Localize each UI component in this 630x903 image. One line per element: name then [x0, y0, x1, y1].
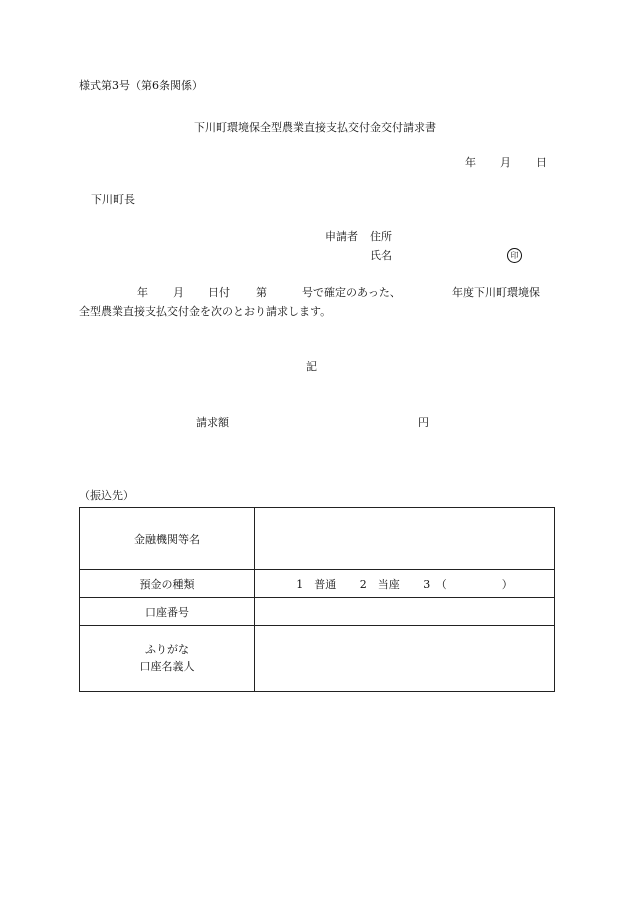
table-row — [80, 598, 555, 626]
seal-mark: 印 — [507, 248, 522, 263]
holder-label-cell — [80, 626, 255, 692]
applicant-role: 申請者 — [325, 230, 358, 243]
deposit-option-ordinary: 1 普通 — [296, 577, 337, 591]
table-row — [80, 508, 555, 570]
body-year: 年 — [137, 286, 148, 299]
form-number: 様式第3号（第6条関係） — [79, 79, 203, 92]
claim-label: 請求額 — [196, 416, 229, 429]
account-number-field[interactable] — [255, 598, 555, 626]
claim-unit: 円 — [418, 416, 429, 429]
name-label: 氏名 — [370, 249, 392, 262]
body-month: 月 — [173, 286, 184, 299]
deposit-type-label: 預金の種類 — [80, 570, 255, 598]
date-year: 年 — [465, 156, 476, 169]
transfer-heading: （振込先） — [79, 489, 134, 502]
deposit-option-other: 3 （ ） — [423, 577, 513, 591]
institution-field[interactable] — [255, 508, 555, 570]
deposit-type-field[interactable] — [255, 570, 555, 598]
account-number-label: 口座番号 — [80, 598, 255, 626]
date-month: 月 — [500, 156, 511, 169]
body-confirmed: 号で確定のあった、 — [302, 286, 401, 299]
addressee: 下川町長 — [91, 193, 135, 206]
address-label: 住所 — [370, 230, 392, 243]
ki-mark: 記 — [306, 360, 317, 373]
body-fiscal-year: 年度下川町環境保 — [452, 286, 540, 299]
body-dated: 日付 — [208, 286, 230, 299]
holder-label: 口座名義人 — [139, 659, 195, 673]
body-line2: 全型農業直接支払交付金を次のとおり請求します。 — [79, 305, 332, 318]
bank-info-table — [79, 507, 555, 692]
document-title: 下川町環境保全型農業直接支払交付金交付請求書 — [194, 121, 436, 134]
body-number-prefix: 第 — [256, 286, 267, 299]
date-day: 日 — [536, 156, 547, 169]
table-row — [80, 626, 555, 692]
institution-label: 金融機関等名 — [80, 508, 255, 570]
table-row — [80, 570, 555, 598]
furigana-label: ふりがな — [145, 643, 189, 656]
deposit-option-current: 2 当座 — [359, 577, 400, 591]
holder-field[interactable] — [255, 626, 555, 692]
